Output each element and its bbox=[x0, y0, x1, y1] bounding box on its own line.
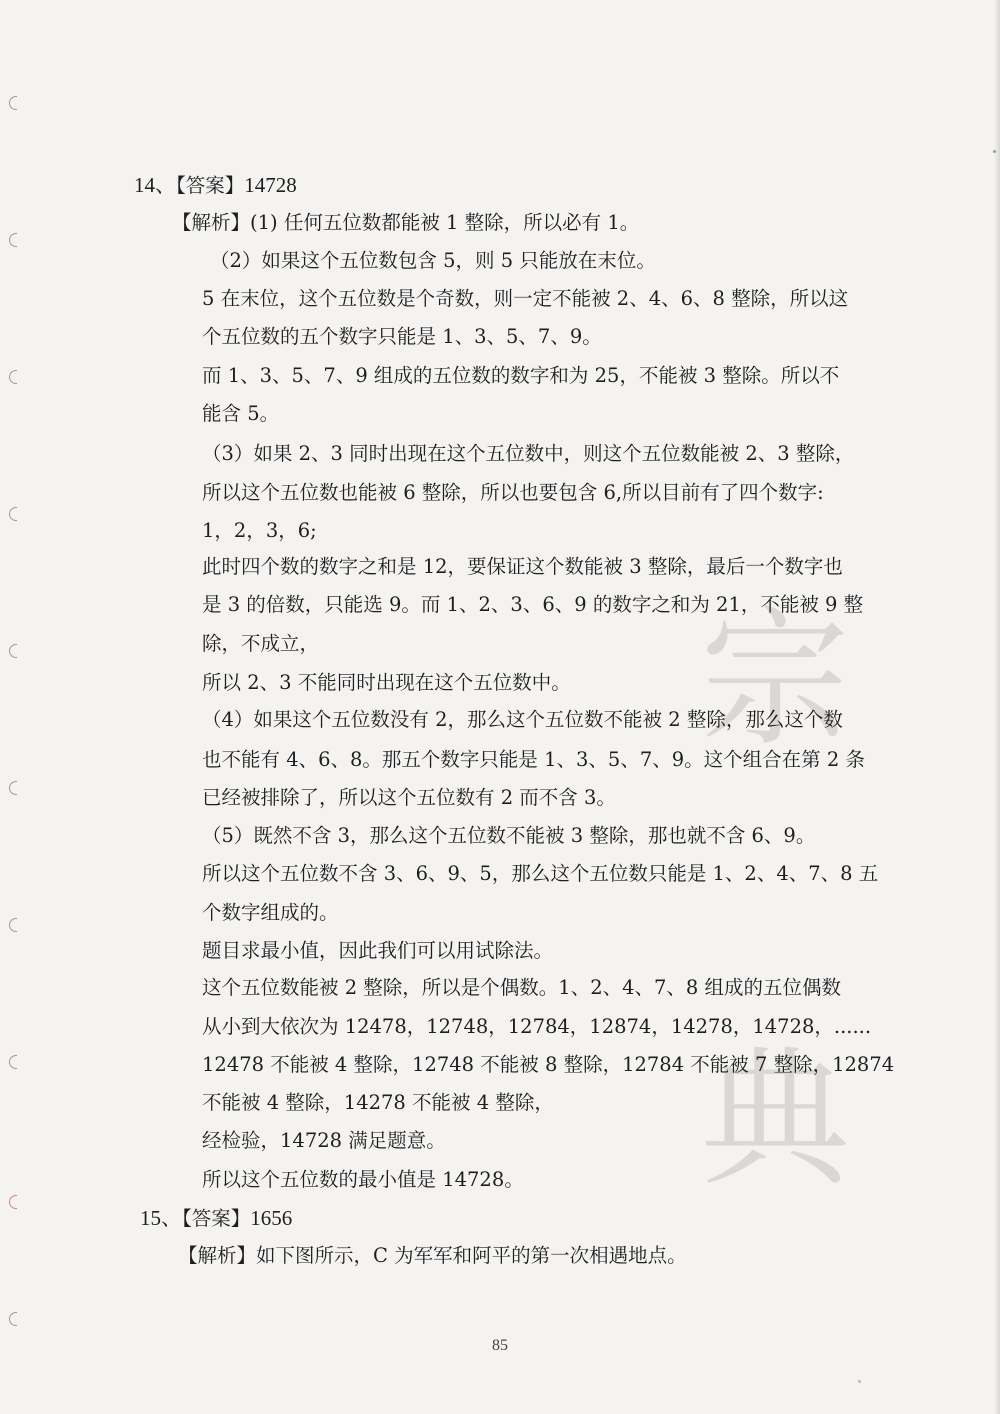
q14-line: 所以这个五位数的最小值是 14728。 bbox=[202, 1168, 524, 1191]
binder-hole bbox=[9, 1312, 17, 1326]
q14-line: 12478 不能被 4 整除，12748 不能被 8 整除，12784 不能被 7 整除，12874 bbox=[202, 1053, 895, 1076]
q14-line: 1，2，3，6; bbox=[202, 519, 317, 542]
q14-line: 5 在末位，这个五位数是个奇数，则一定不能被 2、4、6、8 整除，所以这 bbox=[202, 287, 849, 310]
binder-hole bbox=[9, 1055, 17, 1069]
binder-hole bbox=[9, 1195, 17, 1209]
q14-line: 经检验，14728 满足题意。 bbox=[202, 1129, 446, 1152]
q14-line: 此时四个数的数字之和是 12，要保证这个数能被 3 整除，最后一个数字也 bbox=[202, 555, 843, 578]
q15-analysis-line bbox=[178, 1246, 687, 1266]
watermark-char: 典 bbox=[700, 1033, 851, 1207]
q15-answer: 1656 bbox=[250, 1206, 293, 1230]
q14-line: 从小到大依次为 12478，12748，12784，12874，14278，14728，...... bbox=[202, 1015, 872, 1038]
scan-speck bbox=[858, 1380, 861, 1383]
q14-line: 也不能有 4、6、8。那五个数字只能是 1、3、5、7、9。这个组合在第 2 条 bbox=[202, 748, 865, 771]
q14-line: 所以 2、3 不能同时出现在这个五位数中。 bbox=[202, 671, 571, 694]
binder-hole bbox=[9, 644, 17, 658]
q14-line: 能含 5。 bbox=[202, 402, 280, 425]
q14-line: 已经被排除了，所以这个五位数有 2 而不含 3。 bbox=[202, 786, 616, 809]
q15-answer-tag: 【答案】 bbox=[182, 1207, 251, 1230]
q15-line-text: 如下图所示，C 为军军和阿平的第一次相遇地点。 bbox=[256, 1244, 687, 1267]
q14-line: （2）如果这个五位数包含 5，则 5 只能放在末位。 bbox=[210, 249, 656, 272]
q15-analysis-tag: 【解析】 bbox=[178, 1244, 257, 1267]
q14-line-text: (1) 任何五位数都能被 1 整除，所以必有 1。 bbox=[250, 211, 640, 234]
q14-heading bbox=[134, 175, 297, 196]
q14-analysis-line bbox=[172, 213, 639, 233]
watermark-char: 宗 bbox=[700, 593, 851, 767]
q14-line: 不能被 4 整除，14278 不能被 4 整除， bbox=[202, 1091, 554, 1114]
q14-line: 题目求最小值，因此我们可以用试除法。 bbox=[202, 939, 554, 962]
q15-number: 15、 bbox=[140, 1206, 182, 1230]
q14-line: 是 3 的倍数，只能选 9。而 1、2、3、6、9 的数字之和为 21，不能被 9 整 bbox=[202, 593, 864, 616]
q14-line: 所以这个五位数也能被 6 整除，所以也要包含 6,所以目前有了四个数字: bbox=[202, 481, 824, 504]
q14-line: （5）既然不含 3，那么这个五位数不能被 3 整除，那也就不含 6、9。 bbox=[202, 824, 816, 847]
scan-speck bbox=[993, 150, 996, 153]
q14-line: （4）如果这个五位数没有 2，那么这个五位数不能被 2 整除，那么这个数 bbox=[202, 708, 843, 731]
binder-hole bbox=[9, 507, 17, 521]
binder-hole bbox=[9, 370, 17, 384]
q14-number: 14、 bbox=[134, 173, 176, 197]
q14-line: （3）如果 2、3 同时出现在这个五位数中，则这个五位数能被 2、3 整除， bbox=[202, 442, 855, 465]
page-number: 85 bbox=[492, 1337, 508, 1354]
scan-edge bbox=[994, 0, 1000, 1414]
binder-hole bbox=[9, 781, 17, 795]
q14-answer: 14728 bbox=[244, 173, 297, 197]
q14-analysis-tag: 【解析】 bbox=[172, 211, 251, 234]
binder-hole bbox=[9, 918, 17, 932]
q15-heading bbox=[140, 1208, 292, 1229]
q14-line: 所以这个五位数不含 3、6、9、5，那么这个五位数只能是 1、2、4、7、8 五 bbox=[202, 862, 879, 885]
q14-line: 而 1、3、5、7、9 组成的五位数的数字和为 25，不能被 3 整除。所以不 bbox=[202, 364, 840, 387]
q14-answer-tag: 【答案】 bbox=[176, 174, 245, 197]
q14-line: 个五位数的五个数字只能是 1、3、5、7、9。 bbox=[202, 325, 602, 348]
binder-hole bbox=[9, 96, 17, 110]
binder-hole bbox=[9, 233, 17, 247]
q14-line: 这个五位数能被 2 整除，所以是个偶数。1、2、4、7、8 组成的五位偶数 bbox=[202, 976, 842, 999]
q14-line: 除，不成立， bbox=[202, 632, 320, 655]
q14-line: 个数字组成的。 bbox=[202, 901, 339, 924]
